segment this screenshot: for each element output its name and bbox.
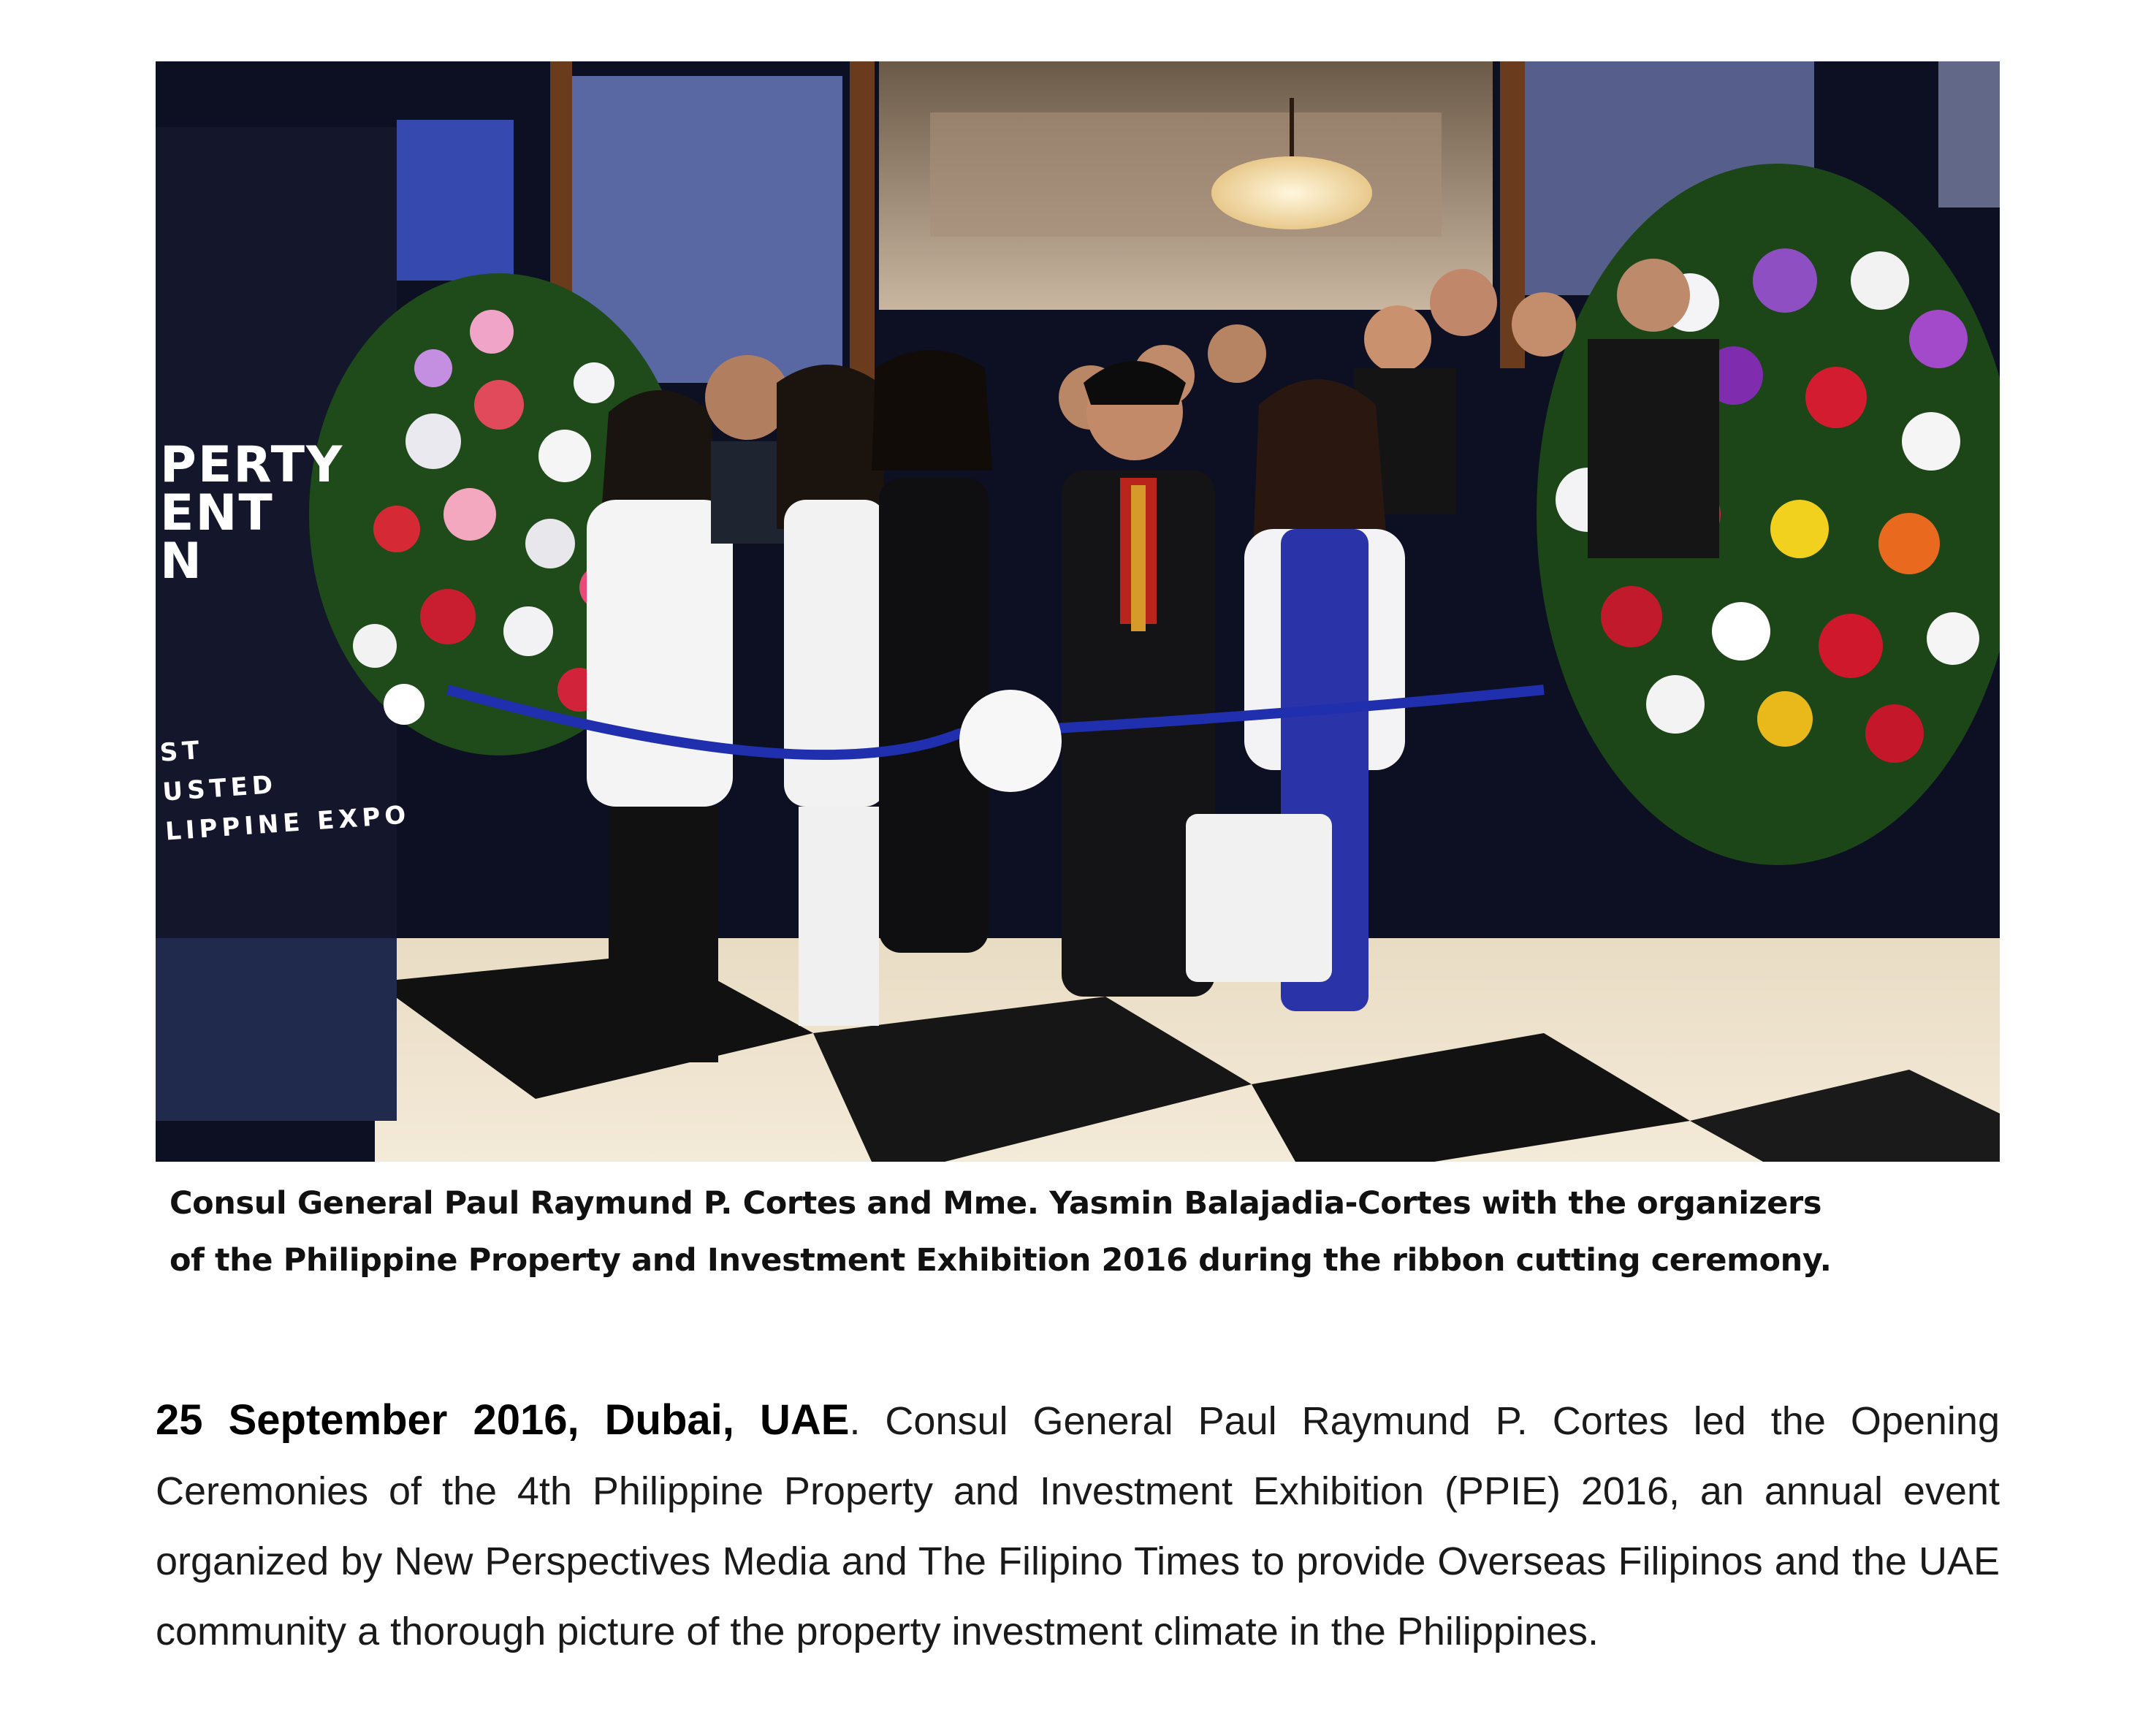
banner-text-small: ST USTED LIPPINE EXPO — [159, 735, 411, 847]
photo-caption: Consul General Paul Raymund P. Cortes and Mme. Yasmin Balajadia-Cortes with the organizers of the Philippine Property and Investment Exhibition 2016 during the ribbon cutting ceremony. — [170, 1185, 1832, 1279]
ribbon-cutting-photo — [156, 61, 2000, 1162]
ribbon-bow — [959, 690, 1062, 792]
dateline: 25 September 2016, Dubai, UAE — [156, 1396, 850, 1444]
article-body-text: . Consul General Paul Raymund P. Cortes led the Opening Ceremonies of the 4th Philippine Property and Investment Exhibition (PPIE) 2016, an annual event organized by New Perspectives Media and The Filipino Times to provide Overseas Filipinos and the UAE community a thorough picture of the property investment climate in the Philippines. — [156, 1399, 2000, 1653]
article-paragraph — [156, 1385, 2000, 1667]
photo-illustration — [156, 61, 2000, 1162]
banner-text-large: PERTY ENT N — [160, 436, 344, 590]
